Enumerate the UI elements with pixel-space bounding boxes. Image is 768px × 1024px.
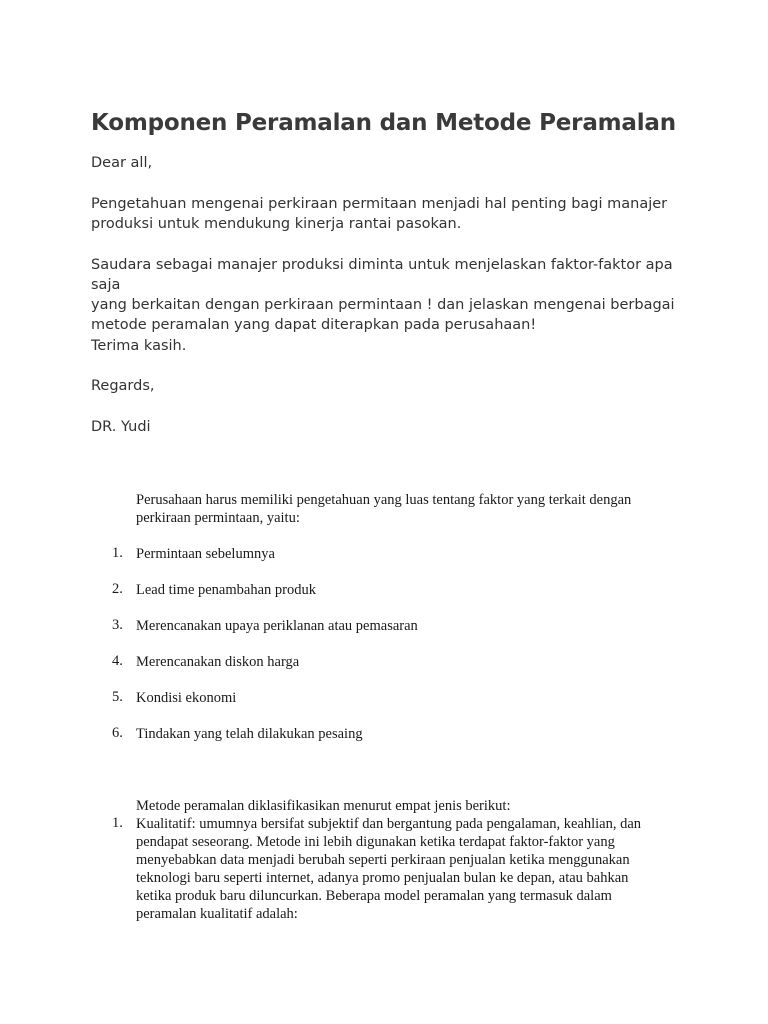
answer-intro [136, 491, 631, 527]
list-text: Merencanakan upaya periklanan atau pemasaran [136, 618, 418, 634]
paragraph-line: Pengetahuan mengenai perkiraan permitaan menjadi hal penting bagi manajer [91, 196, 668, 212]
paragraph-line: metode peramalan yang dapat diterapkan pada perusahaan! [91, 317, 537, 333]
method-item-text [136, 815, 641, 923]
regards-text: Regards, [91, 378, 155, 394]
list-text: Lead time penambahan produk [136, 582, 316, 598]
list-number: 2. [112, 581, 123, 597]
answer-intro-line: Perusahaan harus memiliki pengetahuan yang luas tentang faktor yang terkait dengan [136, 492, 632, 508]
list-number: 6. [112, 725, 123, 741]
answer-intro-line: perkiraan permintaan, yaitu: [136, 510, 300, 526]
list-number: 4. [112, 653, 123, 669]
list-number: 1. [112, 815, 123, 831]
paragraph-line: produksi untuk mendukung kinerja rantai pasokan. [91, 216, 462, 232]
methods-intro: Metode peramalan diklasifikasikan menurut empat jenis berikut: [136, 798, 511, 814]
signature-text: DR. Yudi [91, 419, 151, 435]
method-line: teknologi baru seperti internet, adanya promo penjualan bulan ke depan, atau bahkan [136, 870, 629, 886]
list-text: Merencanakan diskon harga [136, 654, 300, 670]
thanks-text: Terima kasih. [91, 338, 187, 354]
method-line: pendapat seseorang. Metode ini lebih digunakan ketika terdapat faktor-faktor yang [136, 834, 615, 850]
paragraph-1 [91, 194, 691, 234]
method-line: Kualitatif: umumnya bersifat subjektif dan bergantung pada pengalaman, keahlian, dan [136, 816, 642, 832]
list-text: Permintaan sebelumnya [136, 546, 275, 562]
paragraph-line: Saudara sebagai manajer produksi diminta untuk menjelaskan faktor-faktor apa saja [91, 257, 673, 293]
list-number: 1. [112, 545, 123, 561]
greeting: Dear all, [91, 155, 153, 171]
list-text: Tindakan yang telah dilakukan pesaing [136, 726, 363, 742]
method-line: menyebabkan data menjadi berubah seperti perkiraan penjualan ketika menggunakan [136, 852, 630, 868]
paragraph-2 [91, 255, 691, 335]
method-line: peramalan kualitatif adalah: [136, 906, 298, 922]
paragraph-line: yang berkaitan dengan perkiraan permintaan ! dan jelaskan mengenai berbagai [91, 297, 675, 313]
list-text: Kondisi ekonomi [136, 690, 237, 706]
list-number: 3. [112, 617, 123, 633]
page-title: Komponen Peramalan dan Metode Peramalan [91, 110, 676, 136]
list-number: 5. [112, 689, 123, 705]
method-line: ketika produk baru diluncurkan. Beberapa model peramalan yang termasuk dalam [136, 888, 612, 904]
